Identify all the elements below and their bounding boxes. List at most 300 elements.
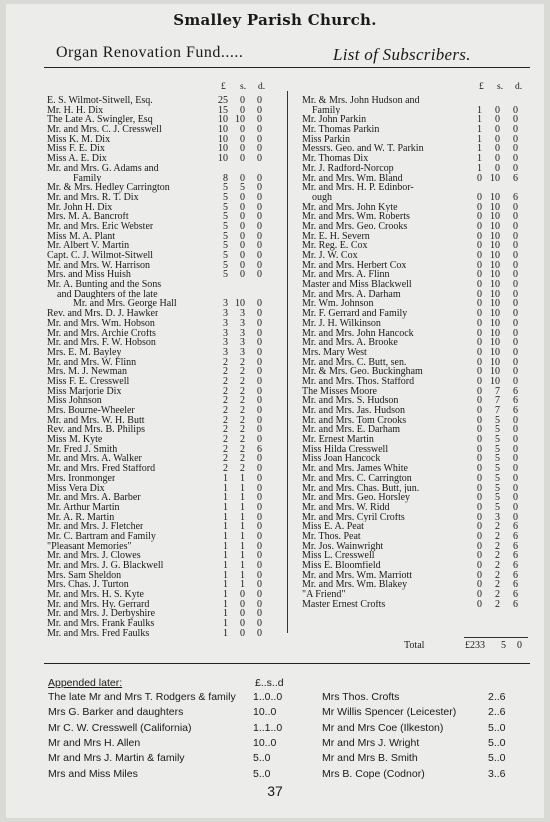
amount-shillings: 5 bbox=[495, 501, 500, 513]
subscriber-row bbox=[47, 212, 266, 222]
subscriber-row bbox=[47, 532, 266, 542]
amount-pounds: 0 bbox=[477, 492, 482, 504]
amount-pounds: 1 bbox=[223, 627, 228, 639]
appended-name: Mr Willis Spencer (Leicester) bbox=[322, 706, 457, 719]
subscriber-row bbox=[47, 609, 266, 619]
amount-pence: 0 bbox=[513, 453, 518, 465]
amount-pounds: 5 bbox=[223, 230, 228, 242]
subscriber-name: Mr. and Mrs. Geo. Crooks bbox=[302, 221, 408, 232]
amount-pence: 0 bbox=[513, 250, 518, 261]
amount-pounds: 0 bbox=[477, 201, 482, 213]
subscriber-row bbox=[47, 629, 266, 639]
amount-pence: 0 bbox=[513, 143, 518, 155]
amount-pence: 0 bbox=[257, 191, 262, 203]
amount-shillings: 0 bbox=[240, 230, 245, 242]
amount-shillings: 1 bbox=[240, 569, 245, 581]
amount-shillings: 3 bbox=[495, 511, 500, 523]
amount-pence: 0 bbox=[257, 569, 262, 581]
amount-pence: 0 bbox=[513, 501, 518, 513]
subscriber-row bbox=[47, 551, 266, 561]
subscriber-name: Mr. and Mrs. Fred Faulks bbox=[47, 628, 150, 639]
amount-pounds: 0 bbox=[477, 327, 482, 339]
amount-pounds: 2 bbox=[223, 463, 228, 475]
amount-pence: 0 bbox=[513, 366, 518, 378]
appended-amount: 10..0 bbox=[253, 736, 277, 749]
amount-pence: 0 bbox=[513, 443, 518, 455]
amount-pounds: 10 bbox=[218, 133, 228, 145]
amount-shillings: 0 bbox=[240, 124, 245, 136]
amount-pence: 6 bbox=[513, 569, 518, 581]
subscriber-row bbox=[47, 425, 266, 435]
amount-pounds: 1 bbox=[477, 133, 482, 145]
amount-shillings: 2 bbox=[240, 463, 245, 475]
subscriber-name: Mr. J. W. Cox bbox=[302, 251, 358, 261]
amount-pence: 0 bbox=[513, 288, 518, 300]
subscriber-name: Mrs. Sam Sheldon bbox=[47, 570, 122, 581]
subscriber-name: Miss F. E. Dix bbox=[47, 144, 105, 155]
amount-pounds: 5 bbox=[223, 211, 228, 223]
amount-pence: 0 bbox=[513, 337, 518, 349]
amount-pounds: 0 bbox=[477, 337, 482, 349]
amount-pounds: 0 bbox=[477, 279, 482, 291]
amount-shillings: 1 bbox=[240, 579, 245, 591]
amount-pence: 0 bbox=[513, 424, 518, 436]
appended-heading: Appended later: bbox=[48, 677, 123, 689]
amount-pounds: 0 bbox=[477, 550, 482, 562]
appended-lsd-header: £..s..d bbox=[255, 677, 284, 689]
amount-shillings: 2 bbox=[495, 540, 500, 552]
amount-pounds: 8 bbox=[223, 172, 228, 184]
subscriber-name: Capt. C. J. Wilmot-Sitwell bbox=[47, 251, 154, 261]
amount-pence: 0 bbox=[513, 308, 518, 320]
amount-pence: 6 bbox=[257, 443, 262, 455]
appended-name: Mrs B. Cope (Codnor) bbox=[322, 767, 425, 780]
amount-pounds: 5 bbox=[223, 182, 228, 194]
subscriber-name: Mrs. M. J. Newman bbox=[47, 367, 127, 377]
amount-shillings: 10 bbox=[490, 201, 500, 213]
amount-shillings: 3 bbox=[240, 346, 245, 358]
amount-pounds: 5 bbox=[223, 250, 228, 261]
amount-pence: 0 bbox=[257, 501, 262, 513]
subscriber-name: Mr. and Mrs. W. Harrison bbox=[47, 260, 151, 271]
amount-shillings: 0 bbox=[240, 240, 245, 252]
amount-pence: 6 bbox=[513, 560, 518, 571]
amount-pence: 0 bbox=[257, 201, 262, 213]
amount-pence: 0 bbox=[257, 143, 262, 155]
subscriber-name: Family bbox=[312, 105, 341, 116]
amount-shillings: 2 bbox=[495, 550, 500, 562]
subscriber-name: Mr. J. H. Wilkinson bbox=[302, 318, 381, 329]
appended-amount: 1..1..0 bbox=[253, 721, 283, 734]
appended-amount: 5..0 bbox=[253, 752, 271, 765]
amount-shillings: 2 bbox=[240, 443, 245, 455]
subscriber-name: Mr. and Mrs. Tom Crooks bbox=[302, 415, 407, 426]
subscriber-name: Mr. and Mrs. J. Clowes bbox=[47, 551, 141, 562]
subscriber-name: Mr. and Mrs. A. Flinn bbox=[302, 270, 390, 281]
amount-shillings: 10 bbox=[490, 211, 500, 223]
amount-pence: 0 bbox=[257, 172, 262, 184]
amount-shillings: 0 bbox=[240, 220, 245, 232]
subscriber-row bbox=[302, 454, 527, 464]
subscriber-name: Master Ernest Crofts bbox=[302, 599, 386, 610]
amount-pounds: 0 bbox=[477, 443, 482, 455]
column-divider bbox=[287, 91, 288, 633]
subscriber-name: Mr. E. H. Severn bbox=[302, 231, 370, 242]
amount-pence: 6 bbox=[513, 589, 518, 601]
appended-amount: 5..0 bbox=[488, 736, 506, 749]
appended-name: Mr and Mrs B. Smith bbox=[322, 752, 418, 765]
amount-pounds: 1 bbox=[477, 162, 482, 174]
amount-pounds: 0 bbox=[477, 482, 482, 494]
subscriber-row bbox=[302, 513, 527, 523]
amount-shillings: 10 bbox=[490, 240, 500, 252]
amount-shillings: 1 bbox=[240, 472, 245, 484]
amount-pence: 0 bbox=[513, 104, 518, 116]
subscriber-row bbox=[47, 115, 266, 125]
subscriber-name: Mr. and Mrs. Chas. Butt, jun. bbox=[302, 483, 420, 494]
amount-pounds: 0 bbox=[477, 589, 482, 601]
amount-pence: 0 bbox=[257, 153, 262, 165]
amount-pence: 0 bbox=[513, 327, 518, 339]
subscriber-name: Mr. and Mrs. Archie Crofts bbox=[47, 328, 156, 339]
total-rule bbox=[464, 637, 528, 638]
subscriber-name: Mr. and Mrs. G. Adams and bbox=[47, 163, 159, 174]
amount-pence: 0 bbox=[513, 162, 518, 174]
subscriber-name: Mr. and Mrs. A. Barber bbox=[47, 493, 141, 503]
subscriber-name: Miss Vera Dix bbox=[47, 483, 105, 494]
amount-pence: 0 bbox=[257, 414, 262, 426]
appended-amount: 5..0 bbox=[488, 752, 506, 765]
amount-pence: 0 bbox=[513, 346, 518, 358]
subscriber-name: Mr. & Mrs. John Hudson and bbox=[302, 96, 420, 106]
amount-pence: 0 bbox=[257, 589, 262, 601]
subscriber-row bbox=[47, 454, 266, 464]
subscriber-name: Mrs. and Miss Huish bbox=[47, 270, 131, 281]
amount-pence: 0 bbox=[513, 414, 518, 426]
subscriber-name: E. S. Wilmot-Sitwell, Esq. bbox=[47, 96, 153, 106]
amount-pence: 0 bbox=[257, 405, 262, 416]
amount-shillings: 0 bbox=[240, 259, 245, 271]
amount-pounds: 0 bbox=[477, 521, 482, 533]
subscriber-row bbox=[302, 571, 527, 581]
amount-pence: 0 bbox=[257, 511, 262, 523]
amount-pence: 0 bbox=[513, 298, 518, 310]
amount-shillings: 5 bbox=[495, 434, 500, 446]
subscriber-row bbox=[47, 367, 266, 377]
amount-pounds: 1 bbox=[223, 511, 228, 523]
amount-shillings: 10 bbox=[490, 250, 500, 261]
amount-pounds: 2 bbox=[223, 405, 228, 416]
subscriber-row bbox=[47, 435, 266, 445]
subscriber-row bbox=[302, 377, 527, 387]
amount-shillings: 1 bbox=[240, 511, 245, 523]
amount-shillings: 0 bbox=[240, 589, 245, 601]
amount-shillings: 0 bbox=[495, 143, 500, 155]
subscriber-name: Mr. and Mrs. W. Ridd bbox=[302, 502, 390, 513]
amount-pounds: 0 bbox=[477, 172, 482, 184]
subscriber-name: Family bbox=[73, 173, 102, 184]
amount-pence: 0 bbox=[257, 230, 262, 242]
amount-pence: 0 bbox=[513, 317, 518, 329]
amount-pence: 0 bbox=[257, 560, 262, 571]
subscriber-row bbox=[47, 464, 266, 474]
amount-pounds: 3 bbox=[223, 346, 228, 358]
amount-shillings: 0 bbox=[495, 153, 500, 165]
document-title: Smalley Parish Church. bbox=[173, 11, 377, 29]
subscriber-name: Mr. and Mrs. Wm. Blakey bbox=[302, 580, 408, 591]
subscriber-name: Miss Johnson bbox=[47, 396, 102, 407]
amount-pounds: 0 bbox=[477, 530, 482, 542]
amount-pounds: 2 bbox=[223, 434, 228, 446]
amount-pounds: 1 bbox=[223, 492, 228, 504]
subscriber-name: ough bbox=[312, 192, 332, 203]
total-pence: 0 bbox=[517, 640, 522, 651]
subscriber-row bbox=[302, 580, 527, 590]
subscriber-row bbox=[47, 154, 266, 164]
amount-pounds: 0 bbox=[477, 288, 482, 300]
subscriber-name: "A Friend" bbox=[302, 590, 346, 600]
amount-pence: 0 bbox=[257, 492, 262, 504]
subscriber-row bbox=[47, 484, 266, 494]
amount-shillings: 10 bbox=[490, 191, 500, 203]
amount-pence: 0 bbox=[257, 530, 262, 542]
amount-pounds: 25 bbox=[218, 95, 228, 106]
amount-shillings: 10 bbox=[490, 220, 500, 232]
amount-pence: 0 bbox=[257, 453, 262, 465]
subscriber-name: Mr. and Mrs. A. Brooke bbox=[302, 338, 398, 348]
amount-shillings: 0 bbox=[240, 608, 245, 620]
subscriber-row bbox=[302, 532, 527, 542]
subscriber-row bbox=[47, 571, 266, 581]
amount-shillings: 0 bbox=[240, 250, 245, 261]
amount-pounds: 0 bbox=[477, 317, 482, 329]
amount-pounds: 5 bbox=[223, 259, 228, 271]
subscriber-name: Mr. and Mrs. Herbert Cox bbox=[302, 260, 407, 271]
amount-shillings: 0 bbox=[240, 133, 245, 145]
amount-shillings: 1 bbox=[240, 482, 245, 494]
amount-pence: 0 bbox=[257, 618, 262, 630]
fund-heading: Organ Renovation Fund..... bbox=[56, 44, 244, 61]
amount-pounds: 5 bbox=[223, 220, 228, 232]
amount-shillings: 0 bbox=[240, 627, 245, 639]
amount-pounds: 0 bbox=[477, 560, 482, 571]
amount-shillings: 5 bbox=[495, 472, 500, 484]
amount-pence: 0 bbox=[257, 95, 262, 106]
amount-pounds: 3 bbox=[223, 298, 228, 310]
appended-name: Mr C. W. Cresswell (California) bbox=[48, 721, 192, 734]
amount-pence: 0 bbox=[257, 366, 262, 378]
amount-shillings: 0 bbox=[240, 143, 245, 155]
subscriber-row bbox=[302, 425, 527, 435]
amount-pounds: 2 bbox=[223, 375, 228, 387]
amount-shillings: 1 bbox=[240, 492, 245, 504]
amount-pounds: 0 bbox=[477, 356, 482, 368]
subscriber-row bbox=[302, 445, 527, 455]
amount-pounds: 0 bbox=[477, 511, 482, 523]
total-pounds: £233 bbox=[465, 640, 485, 651]
amount-pounds: 0 bbox=[477, 501, 482, 513]
subscriber-name: Mr. Jos. Wainwright bbox=[302, 541, 384, 552]
subscriber-row bbox=[302, 174, 527, 184]
subscriber-row bbox=[47, 377, 266, 387]
subscriber-name: Mr. H. H. Dix bbox=[47, 105, 104, 116]
subscriber-row bbox=[47, 106, 266, 116]
amount-shillings: 2 bbox=[240, 453, 245, 465]
amount-shillings: 1 bbox=[240, 550, 245, 562]
amount-shillings: 0 bbox=[240, 618, 245, 630]
amount-pounds: 1 bbox=[223, 608, 228, 620]
amount-pounds: 3 bbox=[223, 308, 228, 320]
subscriber-name: Mr. and Mrs. James White bbox=[302, 464, 408, 474]
amount-pence: 0 bbox=[257, 182, 262, 194]
amount-pounds: 5 bbox=[223, 201, 228, 213]
subscriber-name: Mr. and Mrs. Cyril Crofts bbox=[302, 512, 405, 523]
subscriber-name: Miss Parkin bbox=[302, 134, 351, 145]
amount-pence: 0 bbox=[257, 627, 262, 639]
subscriber-name: Mr. Thos. Peat bbox=[302, 531, 361, 542]
subscriber-name: Miss Marjorie Dix bbox=[47, 386, 122, 397]
amount-pence: 0 bbox=[257, 298, 262, 310]
subscriber-name: Mr. and Mrs. W. Flinn bbox=[47, 357, 137, 368]
subscribers-heading: List of Subscribers. bbox=[333, 45, 471, 64]
amount-pence: 6 bbox=[513, 191, 518, 203]
amount-shillings: 10 bbox=[490, 269, 500, 281]
subscriber-name: Miss E. Bloomfield bbox=[302, 561, 381, 571]
subscriber-row bbox=[47, 416, 266, 426]
amount-shillings: 10 bbox=[490, 230, 500, 242]
amount-pence: 0 bbox=[513, 133, 518, 145]
amount-pounds: 1 bbox=[477, 124, 482, 136]
amount-pence: 0 bbox=[257, 521, 262, 533]
right-pounds-header: £ bbox=[479, 82, 484, 92]
amount-pence: 0 bbox=[513, 211, 518, 223]
subscriber-name: Mr. and Mrs. Wm. Hobson bbox=[47, 318, 155, 329]
subscriber-row bbox=[47, 299, 266, 309]
appended-amount: 2..6 bbox=[488, 706, 506, 719]
amount-pence: 0 bbox=[257, 395, 262, 407]
amount-pounds: 3 bbox=[223, 317, 228, 329]
amount-pounds: 0 bbox=[477, 269, 482, 281]
subscriber-name: Mr. Albert V. Martin bbox=[47, 241, 130, 252]
subscriber-name: Mr. and Mrs. J. Fletcher bbox=[47, 522, 144, 532]
amount-pounds: 0 bbox=[477, 414, 482, 426]
subscriber-row bbox=[47, 503, 266, 513]
subscriber-name: Miss F. E. Cresswell bbox=[47, 376, 130, 387]
amount-shillings: 0 bbox=[240, 104, 245, 116]
left-subscriber-list bbox=[47, 96, 266, 639]
subscriber-row bbox=[302, 115, 527, 125]
subscriber-name: Mr. John H. Dix bbox=[47, 202, 113, 213]
amount-shillings: 1 bbox=[240, 540, 245, 552]
subscriber-row bbox=[47, 203, 266, 213]
amount-pounds: 2 bbox=[223, 414, 228, 426]
amount-pounds: 10 bbox=[218, 153, 228, 165]
subscriber-name: Mr. and Mrs. W. H. Butt bbox=[47, 415, 145, 426]
amount-pence: 0 bbox=[513, 492, 518, 504]
amount-pounds: 10 bbox=[218, 114, 228, 126]
appended-rule bbox=[44, 663, 530, 664]
subscriber-name: Mr. and Mrs. John Kyte bbox=[302, 202, 398, 213]
appended-name: Mrs Thos. Crofts bbox=[322, 691, 400, 703]
amount-pence: 6 bbox=[513, 530, 518, 542]
amount-pence: 6 bbox=[513, 395, 518, 407]
amount-pence: 0 bbox=[257, 579, 262, 591]
amount-shillings: 10 bbox=[490, 317, 500, 329]
amount-pence: 6 bbox=[513, 385, 518, 397]
subscriber-row bbox=[302, 106, 527, 116]
subscriber-name: Miss K. M. Dix bbox=[47, 134, 111, 145]
amount-pounds: 1 bbox=[477, 104, 482, 116]
amount-shillings: 2 bbox=[495, 569, 500, 581]
amount-pounds: 1 bbox=[223, 521, 228, 533]
amount-pence: 0 bbox=[513, 269, 518, 281]
amount-shillings: 0 bbox=[240, 153, 245, 165]
amount-pounds: 0 bbox=[477, 250, 482, 261]
subscriber-row bbox=[47, 513, 266, 523]
amount-shillings: 1 bbox=[240, 530, 245, 542]
subscriber-row bbox=[47, 241, 266, 251]
amount-shillings: 2 bbox=[240, 375, 245, 387]
amount-pence: 0 bbox=[513, 220, 518, 232]
subscriber-name: Mr. and Mrs. A. Darham bbox=[302, 289, 401, 300]
subscriber-row bbox=[47, 580, 266, 590]
amount-shillings: 5 bbox=[495, 414, 500, 426]
left-pence-header: d. bbox=[258, 82, 266, 92]
subscriber-row bbox=[302, 600, 527, 610]
amount-pounds: 0 bbox=[477, 308, 482, 320]
appended-name: Mr and Mrs Coe (Ilkeston) bbox=[322, 721, 444, 734]
right-pence-header: d. bbox=[515, 82, 523, 92]
amount-shillings: 2 bbox=[495, 530, 500, 542]
amount-shillings: 10 bbox=[490, 279, 500, 291]
amount-pounds: 1 bbox=[223, 550, 228, 562]
amount-shillings: 3 bbox=[240, 317, 245, 329]
subscriber-name: Mr. and Mrs. J. G. Blackwell bbox=[47, 561, 164, 571]
amount-pounds: 1 bbox=[223, 472, 228, 484]
subscriber-name: Mr. and Mrs. John Hancock bbox=[302, 328, 414, 339]
amount-pence: 0 bbox=[257, 472, 262, 484]
amount-pence: 0 bbox=[257, 608, 262, 620]
subscriber-name: Miss A. E. Dix bbox=[47, 154, 107, 164]
subscriber-row bbox=[302, 590, 527, 600]
subscriber-name: Mr. and Mrs. C. J. Cresswell bbox=[47, 125, 162, 135]
amount-pence: 6 bbox=[513, 172, 518, 184]
subscriber-name: Mr. Fred J. Smith bbox=[47, 444, 118, 455]
subscriber-row bbox=[302, 135, 527, 145]
amount-pounds: 5 bbox=[223, 240, 228, 252]
subscriber-name: Mr. and Mrs. Frank Faulks bbox=[47, 619, 155, 629]
amount-shillings: 7 bbox=[495, 385, 500, 397]
amount-shillings: 10 bbox=[490, 337, 500, 349]
amount-shillings: 0 bbox=[240, 172, 245, 184]
amount-pence: 0 bbox=[257, 114, 262, 126]
subscriber-name: Rev. and Mrs. D. J. Hawker bbox=[47, 309, 159, 319]
subscriber-row bbox=[302, 435, 527, 445]
amount-shillings: 2 bbox=[240, 356, 245, 368]
subscriber-name: Mr. and Mrs. Wm. Roberts bbox=[302, 212, 410, 222]
amount-shillings: 1 bbox=[240, 521, 245, 533]
header-rule bbox=[44, 67, 530, 68]
left-pounds-header: £ bbox=[221, 82, 226, 92]
amount-pounds: 0 bbox=[477, 405, 482, 416]
subscriber-row bbox=[302, 561, 527, 571]
subscriber-row bbox=[47, 144, 266, 154]
amount-shillings: 2 bbox=[495, 560, 500, 571]
amount-pence: 0 bbox=[257, 540, 262, 552]
amount-shillings: 0 bbox=[495, 162, 500, 174]
amount-shillings: 2 bbox=[495, 589, 500, 601]
amount-pounds: 2 bbox=[223, 395, 228, 407]
